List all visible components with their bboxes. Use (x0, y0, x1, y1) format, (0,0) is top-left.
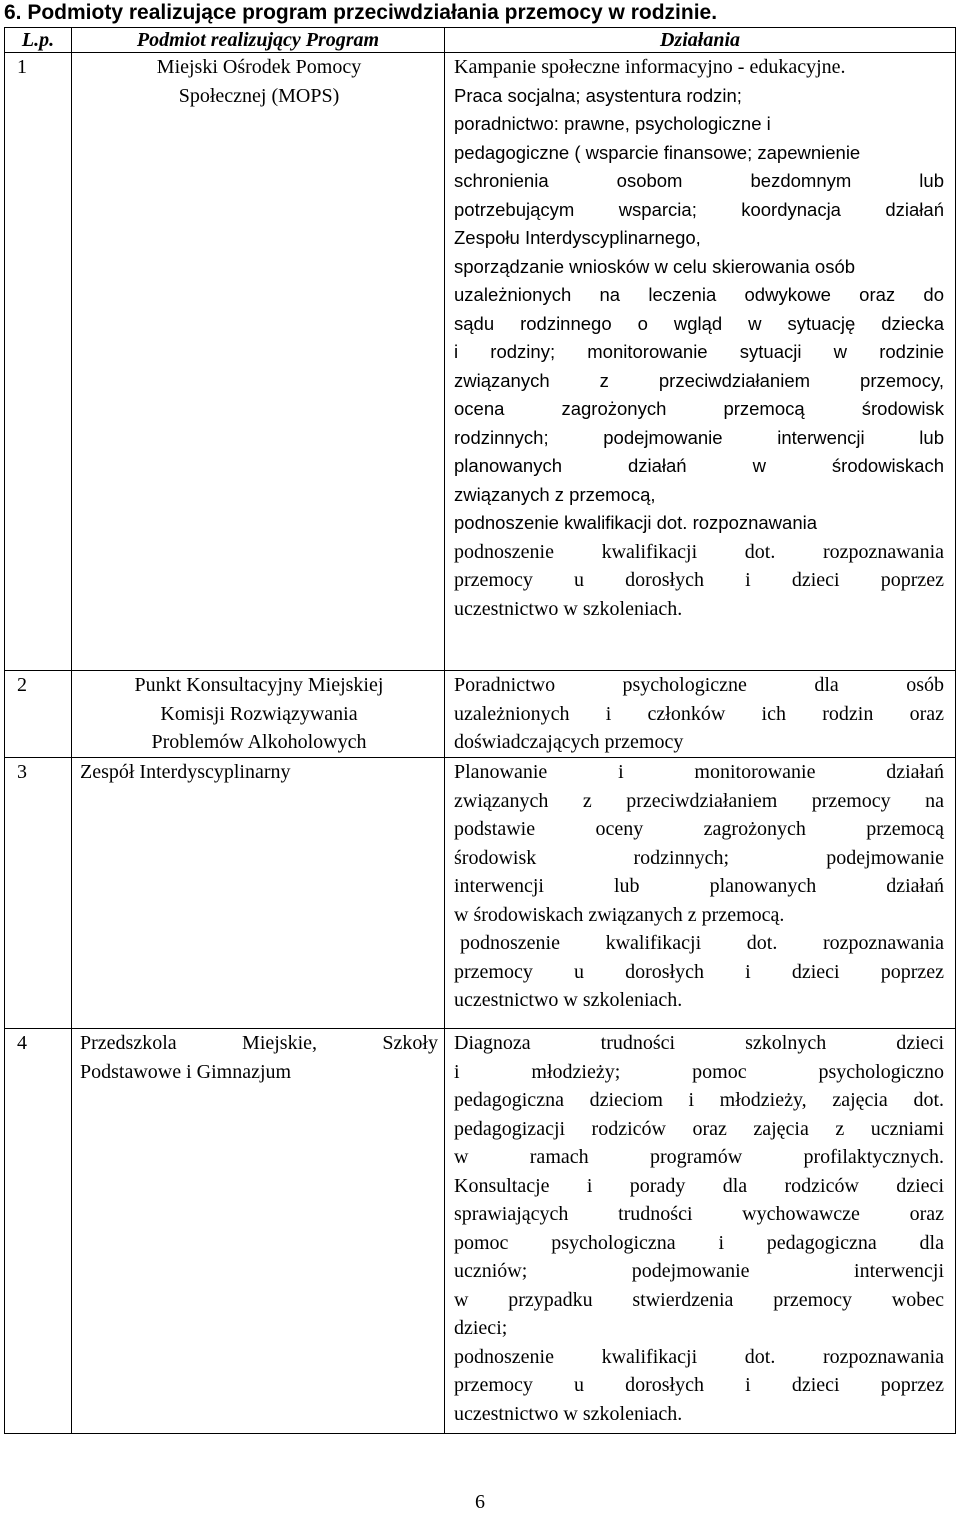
action-line: interwencji lub planowanych działań (454, 875, 944, 897)
page-number: 6 (475, 1491, 485, 1513)
subject-line: Społecznej (MOPS) (178, 84, 340, 107)
subject-cell (72, 1029, 445, 1434)
action-line: potrzebującym wsparcia; koordynacja działań (454, 198, 944, 220)
action-line: pedagogiczna dzieciom i młodzieży, zajęcia dot. (454, 1089, 944, 1111)
action-line: Poradnictwo psychologiczne dla osób (454, 674, 944, 696)
action-line: sprawiających trudności wychowawcze oraz (454, 1203, 944, 1225)
action-line: przemocy u dorosłych i dzieci poprzez (454, 960, 944, 983)
action-line: uczestnictwo w szkoleniach. (454, 1402, 683, 1425)
action-line: podnoszenie kwalifikacji dot. rozpoznawania (460, 932, 944, 954)
action-line: uczestnictwo w szkoleniach. (454, 597, 683, 620)
action-line: schronienia osobom bezdomnym lub (454, 170, 944, 191)
action-line: doświadczających przemocy (454, 731, 684, 753)
programme-entities-table (4, 27, 956, 1434)
actions-cell (445, 758, 956, 1029)
action-line: pedagogizacji rodziców oraz zajęcia z uczniami (454, 1117, 944, 1140)
subject-line: Miejski Ośrodek Pomocy (156, 56, 362, 78)
action-line: ocena zagrożonych przemocą środowisk (454, 398, 944, 419)
action-line: uczestnictwo w szkoleniach. (454, 989, 683, 1011)
action-line: i rodziny; monitorowanie sytuacji w rodzinie (454, 341, 944, 362)
action-line: sądu rodzinnego o wgląd w sytuację dziecka (454, 312, 944, 334)
action-line: podnoszenie kwalifikacji dot. rozpoznawania (454, 1345, 944, 1368)
row-number: 3 (5, 758, 72, 1029)
header-lp: L.p. (5, 28, 72, 53)
action-line: w ramach programów profilaktycznych. (454, 1146, 944, 1168)
table-row (5, 1029, 956, 1434)
action-line: podstawie oceny zagrożonych przemocą (454, 818, 944, 840)
subject-line: Problemów Alkoholowych (151, 731, 367, 753)
action-line: Konsultacje i porady dla rodziców dzieci (454, 1174, 944, 1197)
action-line: podnoszenie kwalifikacji dot. rozpoznawania (454, 540, 944, 563)
action-line: pomoc psychologiczna i pedagogiczna dla (454, 1231, 944, 1254)
action-line: podnoszenie kwalifikacji dot. rozpoznawania (454, 512, 818, 533)
subject-line: Przedszkola Miejskie, Szkoły (80, 1032, 438, 1054)
action-line: rodzinnych; podejmowanie interwencji lub (454, 426, 944, 448)
action-line: pedagogiczne ( wsparcie finansowe; zapewnienie (454, 141, 861, 163)
row-number: 2 (5, 671, 72, 758)
subject-cell (72, 671, 445, 758)
action-line: i młodzieży; pomoc psychologiczno (454, 1060, 944, 1083)
subject-line: Podstawowe i Gimnazjum (80, 1060, 292, 1083)
action-line: poradnictwo: prawne, psychologiczne i (454, 113, 771, 134)
action-line: środowisk rodzinnych; podejmowanie (454, 846, 944, 869)
row-number: 1 (5, 53, 72, 671)
action-line: sporządzanie wniosków w celu skierowania osób (454, 255, 856, 277)
actions-cell (445, 1029, 956, 1434)
header-subject: Podmiot realizujący Program (72, 28, 445, 53)
action-line: związanych z przeciwdziałaniem przemocy na (454, 789, 944, 812)
table-header-row (5, 28, 956, 53)
section-heading: 6. Podmioty realizujące program przeciwdziałania przemocy w rodzinie. (4, 1, 718, 24)
subject-line: Punkt Konsultacyjny Miejskiej (134, 674, 384, 696)
action-line: Kampanie społeczne informacyjno - edukacyjne. (454, 56, 846, 78)
subject-line: Zespół Interdyscyplinarny (80, 761, 291, 783)
action-line: Planowanie i monitorowanie działań (454, 761, 944, 783)
header-actions: Działania (445, 28, 956, 53)
action-line: uzależnionych na leczenia odwykowe oraz do (454, 284, 944, 305)
subject-line: Komisji Rozwiązywania (160, 702, 358, 725)
table-row (5, 671, 956, 758)
action-line: związanych z przeciwdziałaniem przemocy, (454, 369, 944, 391)
action-line: uzależnionych i członków ich rodzin oraz (454, 702, 944, 725)
table-row (5, 758, 956, 1029)
action-line: Zespołu Interdyscyplinarnego, (454, 227, 701, 248)
action-line: przemocy u dorosłych i dzieci poprzez (454, 1374, 944, 1396)
action-line: w przypadku stwierdzenia przemocy wobec (454, 1288, 944, 1311)
action-line: planowanych działań w środowiskach (454, 455, 944, 476)
actions-cell (445, 53, 956, 671)
action-line: w środowiskach związanych z przemocą. (454, 903, 785, 926)
subject-cell (72, 758, 445, 1029)
subject-cell (72, 53, 445, 671)
table-row (5, 53, 956, 671)
action-line: Diagnoza trudności szkolnych dzieci (454, 1032, 944, 1054)
action-line: związanych z przemocą, (454, 483, 656, 505)
action-line: dzieci; (454, 1317, 508, 1339)
action-line: przemocy u dorosłych i dzieci poprzez (454, 569, 944, 591)
actions-cell (445, 671, 956, 758)
action-line: uczniów; podejmowanie interwencji (454, 1260, 944, 1282)
action-line: Praca socjalna; asystentura rodzin; (454, 84, 742, 106)
row-number: 4 (5, 1029, 72, 1434)
